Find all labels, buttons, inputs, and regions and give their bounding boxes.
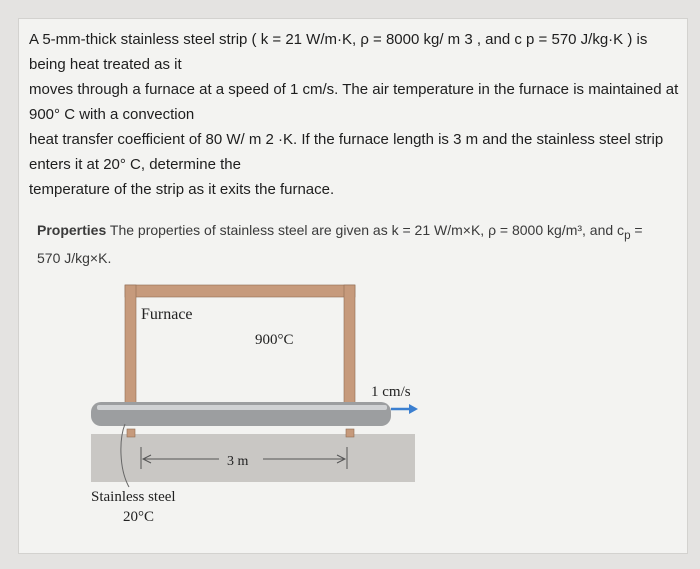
problem-panel [18, 18, 688, 554]
problem-line-3: moves through a furnace at a speed of 1 cm/s. The air temperature in the furnace is maintained at [29, 81, 679, 98]
furnace-right-wall [344, 285, 355, 403]
properties-line-2: 570 J/kg×K. [37, 249, 112, 266]
left-support-post [127, 429, 135, 437]
floor-block [91, 434, 415, 482]
speed-label: 1 cm/s [371, 384, 411, 400]
temperature-label: 900°C [255, 332, 294, 348]
problem-line-6: enters it at 20° C, determine the [29, 156, 241, 173]
strip-label: Stainless steel [91, 489, 176, 505]
properties-text-end: = [630, 222, 643, 238]
properties-text: The properties of stainless steel are given as k = 21 W/m×K, ρ = 8000 kg/m³, and c [109, 222, 625, 238]
properties-heading: Properties [37, 222, 107, 238]
furnace-top-wall [125, 285, 355, 297]
problem-line-5: heat transfer coefficient of 80 W/ m 2 ·K. If the furnace length is 3 m and the stainless steel strip [29, 131, 664, 148]
cp-subscript: p [624, 228, 631, 242]
steel-strip-highlight [97, 405, 387, 410]
right-support-post [346, 429, 354, 437]
length-label: 3 m [227, 454, 249, 469]
furnace-label: Furnace [141, 306, 193, 323]
velocity-arrow [391, 404, 418, 414]
problem-line-7: temperature of the strip as it exits the furnace. [29, 181, 335, 198]
problem-line-1: A 5-mm-thick stainless steel strip ( k = 21 W/m·K, ρ = 8000 kg/ m 3 , and c p = 570 J/kg·K ) is [29, 31, 648, 48]
furnace-diagram [19, 19, 687, 553]
strip-temp-label: 20°C [123, 509, 155, 525]
problem-line-2: being heat treated as it [29, 56, 182, 73]
furnace-left-wall [125, 285, 136, 403]
problem-line-4: 900° C with a convection [29, 106, 195, 123]
